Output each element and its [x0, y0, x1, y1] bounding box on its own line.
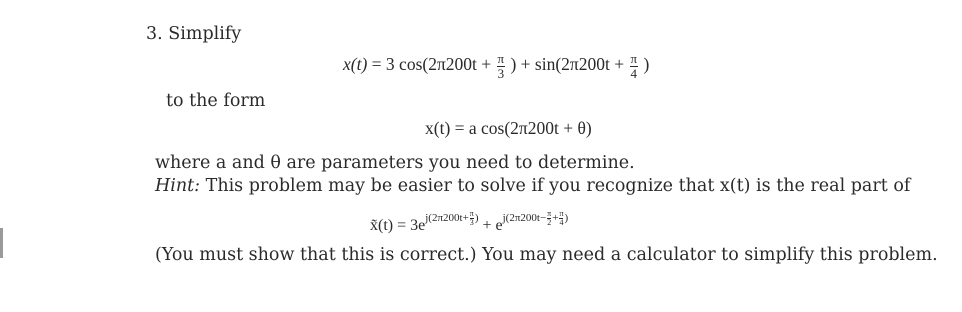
- equation-x-target: x(t) = a cos(2π200t + θ): [425, 118, 592, 138]
- closing-note: (You must show that this is correct.) You may need a calculator to simplify this problem.: [155, 245, 938, 265]
- eq1-term2: ) + sin(2π200t +: [510, 54, 625, 75]
- eq1-term1: 3 cos(2π200t +: [385, 54, 492, 75]
- problem-heading: [146, 24, 241, 44]
- problem-instruction: Simplify: [168, 24, 242, 44]
- hint-label: Hint:: [155, 176, 201, 196]
- eq1-close: ): [643, 54, 650, 75]
- eq1-lhs: x(t): [343, 54, 368, 75]
- hint-line: [155, 176, 910, 196]
- equation-x-original: x(t) = 3 cos(2π200t + $\frac{\pi}{3}$ ) + sin(2π200t + $\frac{\pi}{4}$ ): [343, 51, 650, 81]
- eq1-frac-pi-4: $\frac{\pi}{4}$: [630, 51, 638, 81]
- eq3-plus: + e: [478, 217, 503, 235]
- eq1-frac-pi-3: $\frac{\pi}{3}$: [497, 51, 505, 81]
- equation-x-complex: [370, 210, 568, 235]
- to-the-form-text: to the form: [166, 91, 266, 111]
- problem-number: 3.: [146, 24, 163, 44]
- left-edge-divider: [0, 228, 3, 258]
- hint-text: This problem may be easier to solve if you recognize that x(t) is the real part of: [205, 176, 911, 196]
- eq3-exponent-1: j(2π200t+ π 3 ): [425, 209, 479, 227]
- cropped-previous-text: [230, 0, 670, 4]
- eq3-exponent-2: j(2π200t− π 2 + π 4 ): [502, 209, 569, 227]
- eq3-lhs: x̃(t) = 3e: [370, 217, 426, 235]
- where-text: where a and θ are parameters you need to determine.: [155, 153, 635, 173]
